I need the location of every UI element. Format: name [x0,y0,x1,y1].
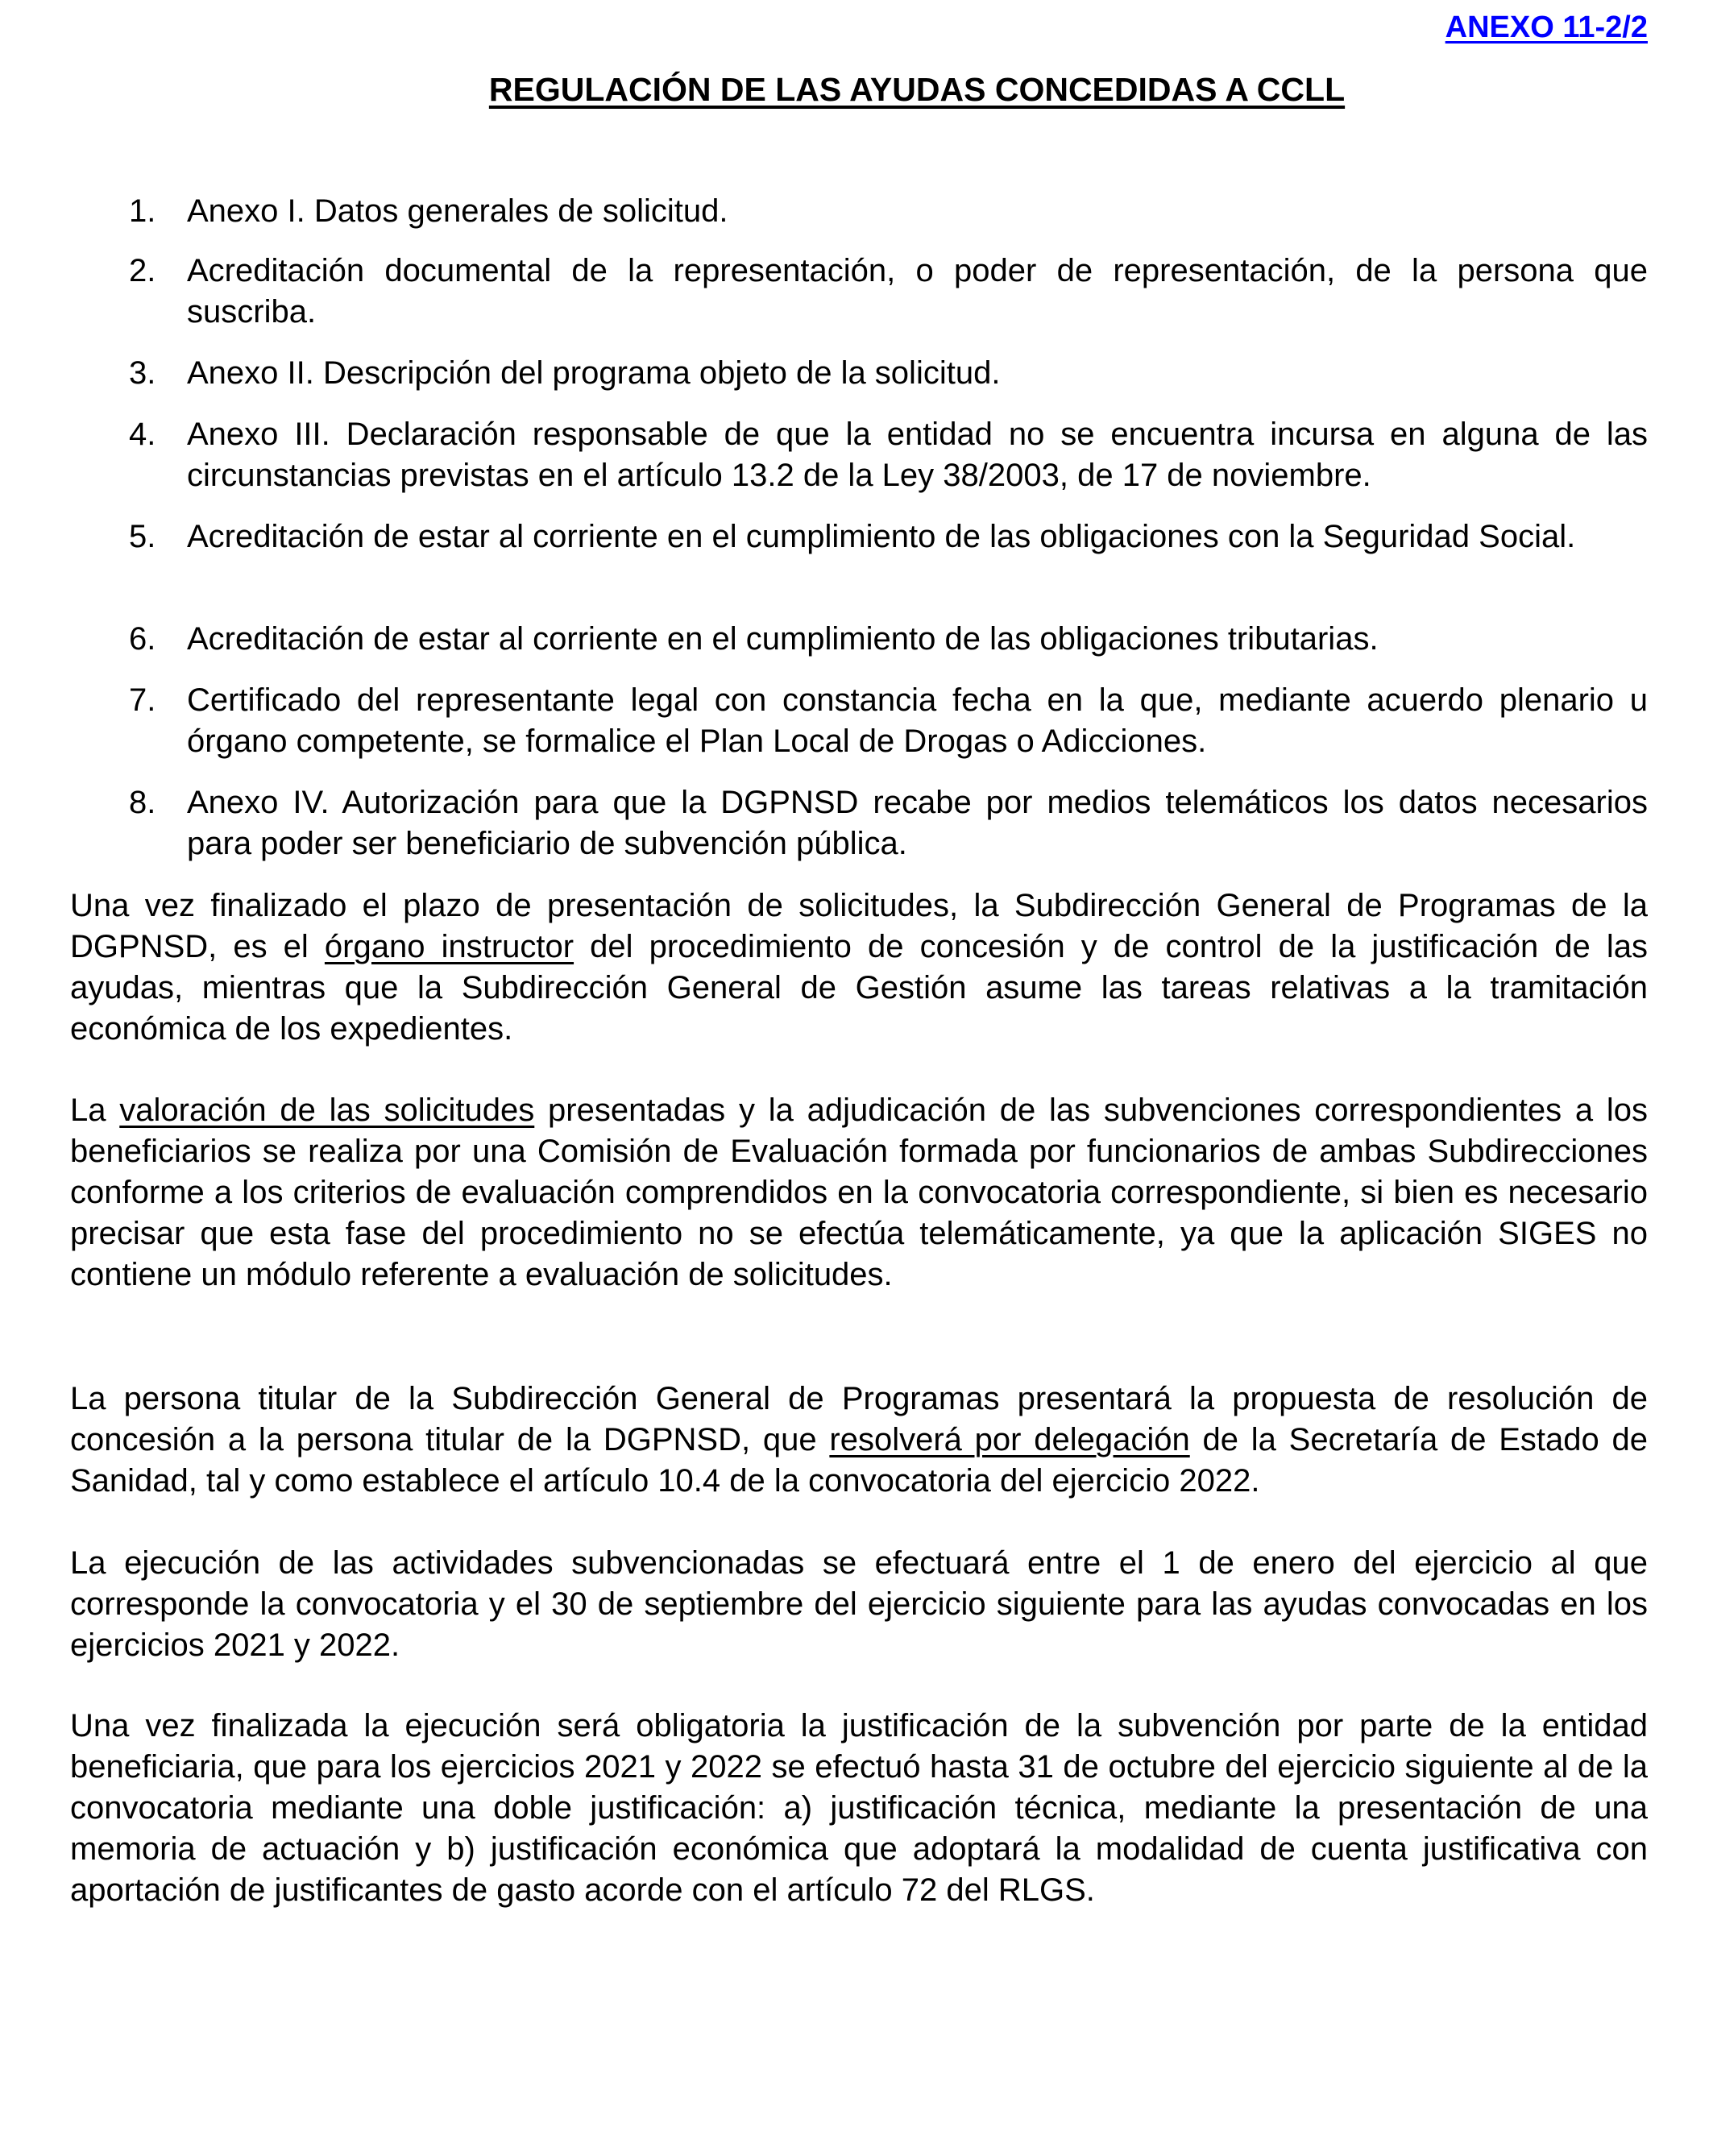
list-item [129,353,1648,394]
text-span: La [70,1093,120,1128]
list-item [129,680,1648,762]
list-item-text: Anexo III. Declaración responsable de que la entidad no se encuentra incursa en alguna de las circunstancias previstas en el artículo 13.2 de la Ley 38/2003, de 17 de noviembre. [187,417,1648,493]
text-span: La persona titular de la Subdirección General de Programas presentará la propuesta de resolución de concesión a la persona titular de la DGPNSD, que [70,1381,1648,1457]
text-span: del procedimiento de concesión y de control de la justificación de las ayudas, mientras que la Subdirección General de Gestión asume las tareas relativas a la tramitación económica de los expedientes. [70,929,1649,1047]
list-item-number: 4. [129,417,156,452]
list-item [129,516,1648,558]
list-item-number: 1. [129,193,156,229]
list-item-text: Anexo IV. Autorización para que la DGPNSD recabe por medios telemáticos los datos necesarios para poder ser beneficiario de subvención pública. [187,785,1648,861]
list-item-text: Acreditación documental de la representación, o poder de representación, de la persona que suscriba. [187,253,1648,330]
list-item-text: Acreditación de estar al corriente en el cumplimiento de las obligaciones tributarias. [187,621,1379,657]
list-item-number: 8. [129,785,156,820]
list-item-number: 7. [129,682,156,718]
list-item-text: Anexo II. Descripción del programa objeto de la solicitud. [187,355,1001,391]
text-span: presentadas y la adjudicación de las subvenciones correspondientes a los beneficiarios se realiza por una Comisión de Evaluación formada por funcionarios de ambas Subdirecciones conforme a los criterios de evaluación comprendidos en la convocatoria correspondiente, si bien es necesario precisar que esta fase del procedimiento no se efectúa telemáticamente, ya que la aplicación SIGES no contiene un módulo referente a evaluación de solicitudes. [70,1093,1649,1292]
text-span: Una vez finalizado el plazo de presentación de solicitudes, la Subdirección General de Programas de la DGPNSD, es el [70,888,1648,964]
list-item-number: 3. [129,355,156,391]
list-item-number: 5. [129,519,156,554]
list-item-text: Acreditación de estar al corriente en el cumplimiento de las obligaciones con la Seguridad Social. [187,519,1576,554]
list-item [129,251,1648,333]
paragraph-resolution [70,1379,1648,1502]
list-item-text: Anexo I. Datos generales de solicitud. [187,193,728,229]
paragraph-execution-period: La ejecución de las actividades subvencionadas se efectuará entre el 1 de enero del ejercicio al que corresponde la convocatoria y el 30 de septiembre del ejercicio siguiente para las ayudas convocadas en los ejercicios 2021 y 2022. [70,1545,1648,1663]
underlined-term-delegacion: resolverá por delegación [829,1422,1190,1457]
list-item-text: Certificado del representante legal con constancia fecha en la que, mediante acuerdo plenario u órgano competente, se formalice el Plan Local de Drogas o Adicciones. [187,682,1648,759]
paragraph-instruction-body [70,885,1648,1050]
paragraph-evaluation [70,1090,1648,1296]
document-title: REGULACIÓN DE LAS AYUDAS CONCEDIDAS A CCLL [488,71,1346,108]
annex-label[interactable]: ANEXO 11-2/2 [1445,10,1648,44]
list-item-number: 2. [129,253,156,288]
list-item [129,191,1648,232]
list-item [129,414,1648,496]
underlined-term-organo-instructor: órgano instructor [324,929,574,964]
list-item [129,782,1648,864]
list-item [129,619,1648,660]
underlined-term-valoracion: valoración de las solicitudes [119,1093,535,1128]
paragraph-justification: Una vez finalizada la ejecución será obligatoria la justificación de la subvención por parte de la entidad beneficiaria, que para los ejercicios 2021 y 2022 se efectuó hasta 31 de octubre del ejercicio siguiente al de la convocatoria mediante una doble justificación: a) justificación técnica, mediante la presentación de una memoria de actuación y b) justificación económica que adoptará la modalidad de cuenta justificativa con aportación de justificantes de gasto acorde con el artículo 72 del RLGS. [70,1708,1648,1908]
list-item-number: 6. [129,621,156,657]
text-span: de la Secretaría de Estado de Sanidad, tal y como establece el artículo 10.4 de la convocatoria del ejercicio 2022. [70,1422,1649,1499]
